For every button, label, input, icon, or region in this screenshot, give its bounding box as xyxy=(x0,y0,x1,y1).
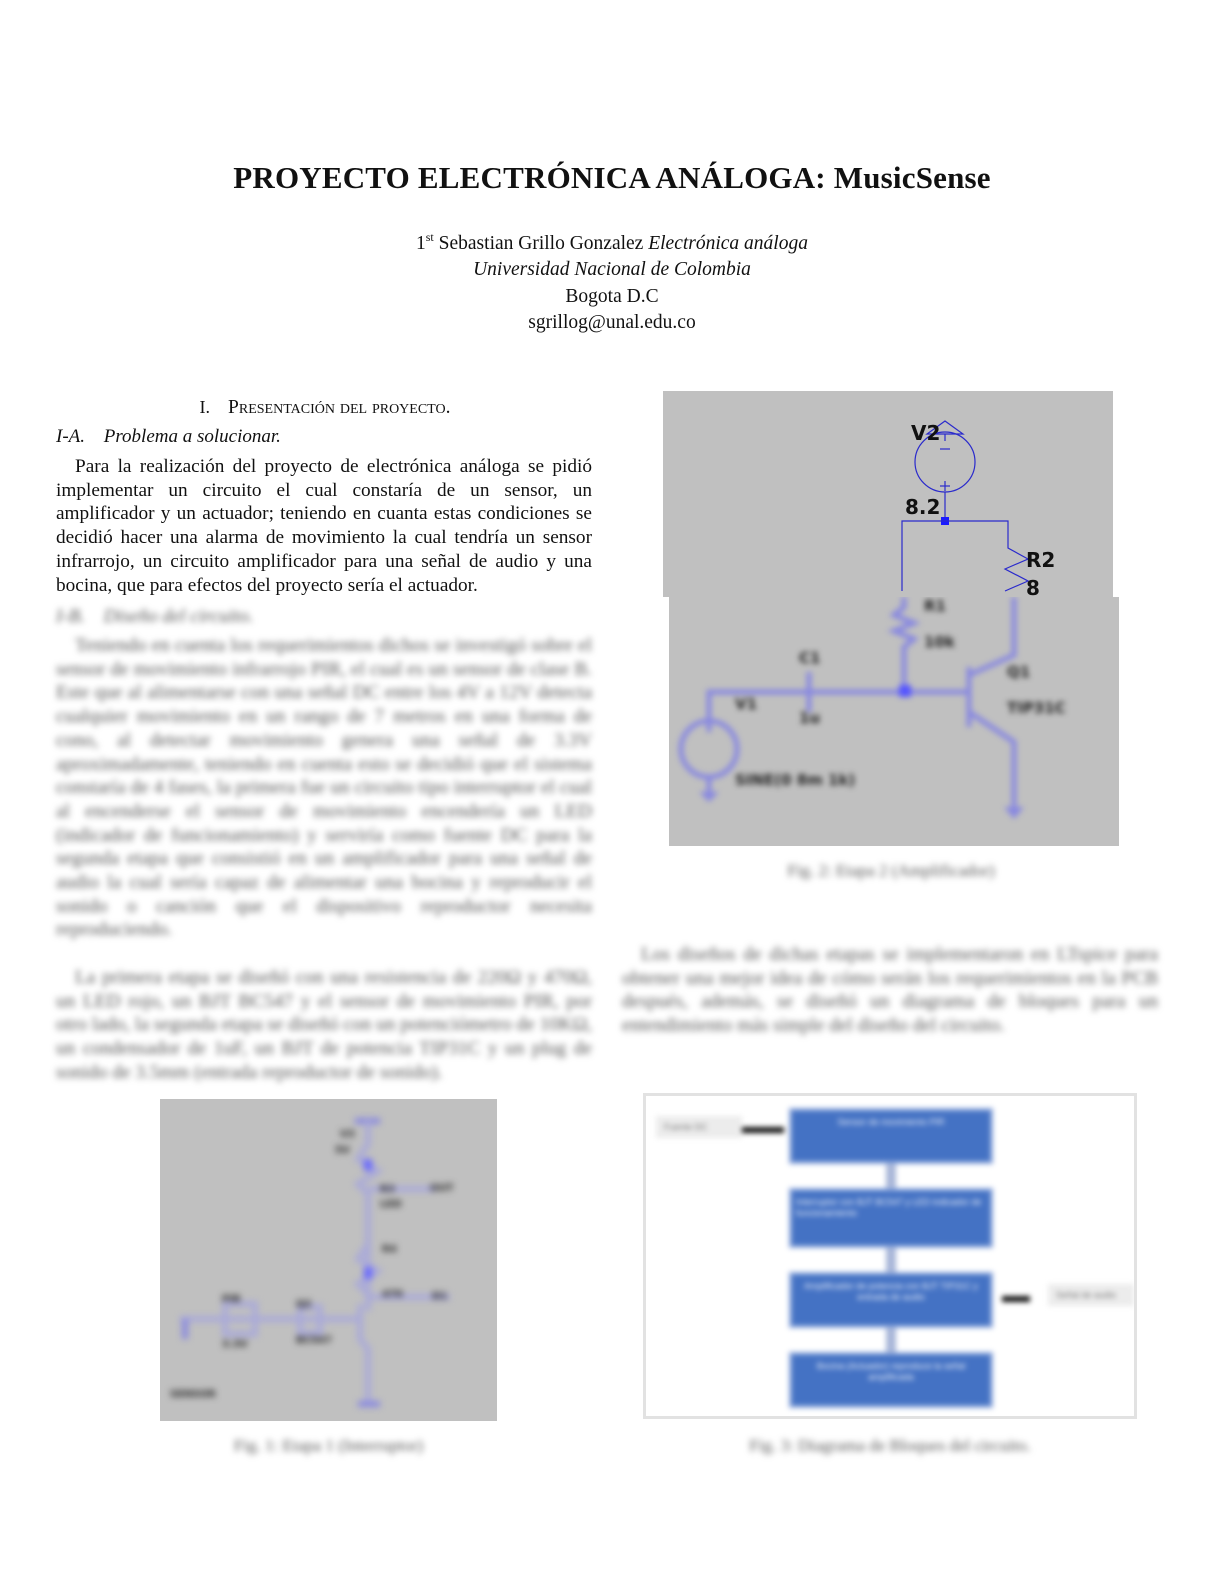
author-email: sgrillog@unal.edu.co xyxy=(528,312,696,333)
section-title: Presentación del proyecto. xyxy=(228,397,451,418)
paragraph-text: Los diseños de dichas etapas se implementaron en LTspice para obtener una mejor idea de cómo serán los requerimientos en la PCB después, además, se diseñó un diagrama de bloques para un entendimiento más simple del diseño del circuito. xyxy=(622,944,1158,1037)
interrupt-schematic-svg xyxy=(160,1099,497,1421)
figure-2-schematic-top xyxy=(663,391,1113,597)
paragraph-text: Teniendo en cuenta los requerimientos dichos se investigó sobre el sensor de movimiento infrarrojo PIR, el cual es un sensor de clase B. Este que al alimentarse con una señal DC entre los 4V a 12V detecta cualquier movimiento en un rango de 7 metros en una forma de cono, al detectar movimiento genera una señal de 3.3V aproximadamente, teniendo en cuenta esto se decidió que el sistema constaría de 4 fases, la primera fue un circuito tipo interruptor el cual al encenderse el sensor de movimiento encendería un LED (indicador de funcionamiento) y serviría como fuente DC para la segunda etapa que consistió en un amplificador para una señal de audio la cual sería capaz de alimentar una bocina y reproducir el sonido o canción que el dispositivo reproductor necesita reproduciendo. xyxy=(56,635,592,941)
label-r4-value: 470 xyxy=(382,1289,403,1300)
label-q2-value: BC547 xyxy=(296,1335,332,1346)
paragraph-design-2 xyxy=(56,966,592,1085)
block-interruptor: Interruptor con BJT BC547 y LED indicador de funcionamiento xyxy=(789,1188,993,1248)
author-dept: Electrónica análoga xyxy=(648,233,808,254)
section-heading xyxy=(56,397,594,419)
transistor-icon xyxy=(360,1304,368,1404)
paper-title: PROYECTO ELECTRÓNICA ANÁLOGA: MusicSense xyxy=(233,160,991,195)
arrow-icon xyxy=(742,1127,784,1133)
resistor-r2-icon xyxy=(945,521,1028,591)
label-v2-value: 8.2 xyxy=(905,495,941,519)
subsection-heading-a xyxy=(56,426,281,448)
connector xyxy=(886,1164,896,1188)
ground-icon xyxy=(699,792,719,802)
figure-3-caption: Fig. 3: Diagrama de Bloques del circuito. xyxy=(749,1436,1031,1455)
wire xyxy=(902,521,945,591)
resistor-r1-icon xyxy=(894,597,914,692)
amplifier-schematic-lower-svg xyxy=(669,597,1119,846)
subsection-number: I-B. xyxy=(56,606,86,627)
label-r1: R1 xyxy=(924,597,946,615)
label-v3: V3 xyxy=(340,1129,355,1140)
label-pir-value: 3.3V xyxy=(222,1339,248,1350)
figure-2-schematic-bottom xyxy=(669,597,1119,846)
ground-icon xyxy=(1004,807,1024,819)
author-city: Bogota D.C xyxy=(565,286,659,307)
figure-1-schematic xyxy=(160,1099,497,1421)
connector xyxy=(886,1248,896,1272)
author-institution: Universidad Nacional de Colombia xyxy=(473,259,751,280)
subsection-title: Diseño del circuito. xyxy=(103,606,254,627)
label-r4: R4 xyxy=(382,1244,397,1255)
junction-dot xyxy=(899,685,911,697)
label-v3-value: 5V xyxy=(335,1145,350,1156)
label-sensor: SENSOR xyxy=(170,1389,216,1400)
figure-2-caption: Fig. 2: Etapa 2 (Amplificador) xyxy=(787,861,995,880)
input-box-dc: Fuente DC xyxy=(656,1116,742,1138)
junction-dot xyxy=(364,1159,372,1171)
label-v1: V1 xyxy=(735,695,758,713)
figure-3-block-diagram xyxy=(643,1093,1137,1419)
input-box-audio: Señal de audio xyxy=(1048,1284,1134,1306)
label-q1: Q1 xyxy=(1007,663,1031,681)
block-sensor: Sensor de movimiento PIR xyxy=(789,1108,993,1164)
label-out: OUT xyxy=(430,1183,454,1194)
label-q2: Q2 xyxy=(296,1299,312,1310)
label-r1-value: 10k xyxy=(924,633,955,651)
paragraph-design-1 xyxy=(56,634,592,942)
subsection-title: Problema a solucionar. xyxy=(103,426,281,447)
transistor-emitter xyxy=(969,712,1014,807)
subsection-number: I-A. xyxy=(56,426,86,447)
arrow-icon xyxy=(1002,1296,1030,1302)
label-led: LED xyxy=(380,1199,402,1210)
paragraph-ltspice xyxy=(622,943,1158,1038)
label-r2: R2 xyxy=(1026,548,1056,572)
label-r2-value: 8 xyxy=(1026,576,1040,597)
label-pir: PIR xyxy=(222,1294,241,1305)
junction-dot xyxy=(364,1267,372,1279)
block-amplifier: Amplificador de potencia con BJT TIP31C y entrada de audio xyxy=(789,1272,993,1328)
subsection-heading-b xyxy=(56,606,253,628)
figure-1-caption: Fig. 1: Etapa 1 (Interruptor) xyxy=(233,1436,424,1455)
connector xyxy=(886,1328,896,1352)
section-number: I. xyxy=(199,397,211,417)
label-r3: R3 xyxy=(380,1184,395,1195)
label-v1-value: SINE(0 8m 1k) xyxy=(735,771,856,789)
label-c1-value: 1u xyxy=(799,709,821,727)
author-line xyxy=(0,231,1224,258)
paragraph-text: Para la realización del proyecto de electrónica análoga se pidió implementar un circuito el cual constaría de un sensor, un amplificador y un actuador; teniendo en cuanta estas condiciones se decidió hacer una alarma de movimiento la cual tendría un sensor infrarrojo, un circuito amplificador para una señal de audio y una bocina, que para efectos del proyecto sería el actuador. xyxy=(56,456,592,596)
author-ordinal-sup: st xyxy=(425,230,434,244)
paragraph-text: La primera etapa se diseñó con una resistencia de 220Ω y 470Ω, un LED rojo, un BJT BC547 y el sensor de movimiento PIR, por otro lado, la segunda etapa se diseñó con un potenciómetro de 10KΩ, un condensador de 1uF, un BJT de potencia TIP31C y un plug de sonido de 3.5mm (entrada reproductor de sonido). xyxy=(56,967,592,1083)
paragraph-problem xyxy=(56,455,592,597)
label-d1: D1 xyxy=(432,1291,448,1302)
block-speaker: Bocina (Actuador) reproduce la señal amplificada xyxy=(789,1352,993,1408)
label-c1: C1 xyxy=(799,649,821,667)
label-v2: V2 xyxy=(911,421,941,445)
author-ordinal: 1 xyxy=(416,233,426,254)
label-q1-value: TIP31C xyxy=(1007,699,1066,717)
author-name: Sebastian Grillo Gonzalez xyxy=(438,233,644,254)
